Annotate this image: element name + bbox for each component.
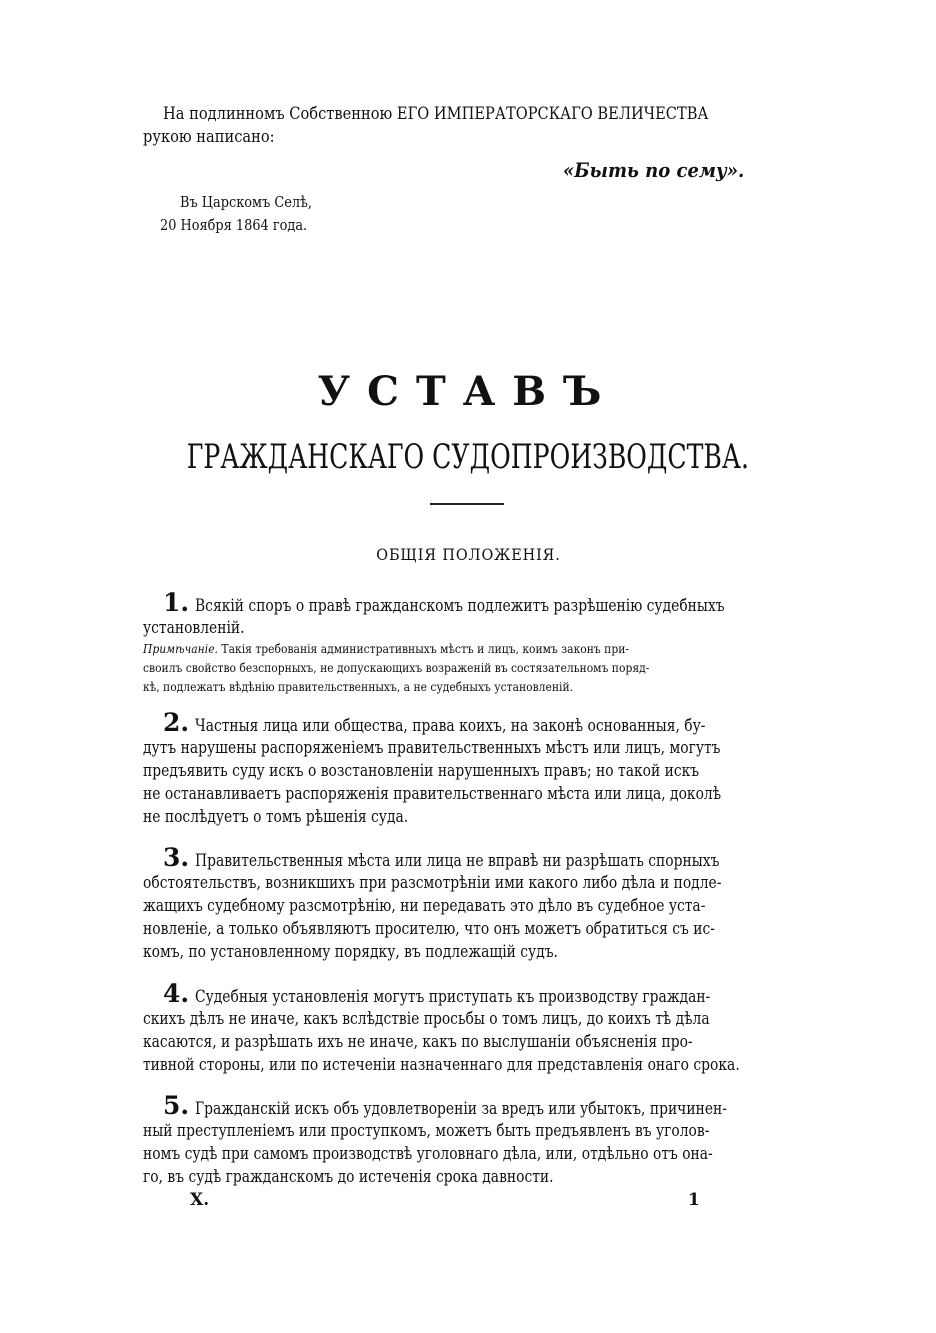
date-line xyxy=(160,213,331,237)
article-text: не послѣдуетъ о томъ рѣшенія суда. xyxy=(143,807,409,826)
article-line xyxy=(143,736,791,759)
document-title: УСТАВЪ xyxy=(317,368,619,415)
article-line xyxy=(143,1091,791,1120)
section-heading-text: ОБЩІЯ ПОЛОЖЕНІЯ. xyxy=(375,545,561,564)
article-text: номъ судѣ при самомъ производствѣ уголовнаго дѣла, или, отдѣльно отъ она- xyxy=(143,1144,713,1163)
imperial-approval-line1 xyxy=(163,103,797,125)
article-line xyxy=(143,1053,791,1076)
article-number: 4. xyxy=(163,979,190,1008)
article-number: 3. xyxy=(163,843,190,872)
article-text: Гражданскій искъ объ удовлетвореніи за вредъ или убытокъ, причинен- xyxy=(195,1099,728,1118)
article-line xyxy=(143,708,791,737)
title-divider xyxy=(430,503,504,505)
signature-mark: X. xyxy=(190,1190,210,1210)
article-text: дутъ нарушены распоряженіемъ правительственныхъ мѣстъ или лицъ, могутъ xyxy=(143,738,721,757)
article-line xyxy=(143,1119,791,1142)
article-line xyxy=(143,1165,791,1188)
article-text: скихъ дѣлъ не иначе, какъ вслѣдствіе просьбы о томъ лицъ, до коихъ тѣ дѣла xyxy=(143,1009,710,1028)
place-line-text: Въ Царскомъ Селѣ, xyxy=(180,193,312,211)
article-text: Всякій споръ о правѣ гражданскомъ подлежитъ разрѣшенію судебныхъ xyxy=(195,596,725,615)
article-text: не останавливаетъ распоряженія правительственнаго мѣста или лица, доколѣ xyxy=(143,784,722,803)
article-text: новленіе, а только объявляютъ просителю, что онъ можетъ обратиться съ ис- xyxy=(143,919,715,938)
article-text: обстоятельствъ, возникшихъ при разсмотрѣніи ими какого либо дѣла и подле- xyxy=(143,873,722,892)
article-text: тивной стороны, или по истеченіи назначеннаго для представленія онаго срока. xyxy=(143,1055,740,1074)
article-3 xyxy=(143,843,791,963)
article-line xyxy=(143,1142,791,1165)
article-line xyxy=(143,759,791,782)
note-text: кѣ, подлежатъ вѣдѣнію правительственныхъ, а не судебныхъ установленій. xyxy=(143,679,574,694)
article-line xyxy=(143,616,791,639)
article-text: жащихъ судебному разсмотрѣнію, ни передавать это дѣло въ судебное уста- xyxy=(143,896,706,915)
imperial-approval-line2-text: рукою написано: xyxy=(143,127,275,147)
note-text: своилъ свойство безспорныхъ, не допускающихъ возраженій въ состязательномъ поряд- xyxy=(143,660,650,675)
article-line xyxy=(143,940,791,963)
article-1 xyxy=(143,588,791,639)
article-5 xyxy=(143,1091,791,1188)
article-line xyxy=(143,805,791,828)
article-number: 1. xyxy=(163,588,190,617)
fiat-inscription-text: «Быть по сему». xyxy=(563,158,745,182)
article-line xyxy=(143,843,791,872)
article-text: ный преступленіемъ или проступкомъ, можетъ быть предъявленъ въ уголов- xyxy=(143,1121,710,1140)
fiat-inscription xyxy=(563,158,764,182)
imperial-approval-line1-text: На подлинномъ Собственною ЕГО ИМПЕРАТОРСКАГО ВЕЛИЧЕСТВА xyxy=(163,104,709,124)
article-4 xyxy=(143,979,791,1076)
article-text: касаются, и разрѣшать ихъ не иначе, какъ по выслушаніи объясненія про- xyxy=(143,1032,693,1051)
article-number: 5. xyxy=(163,1091,190,1120)
article-line xyxy=(143,979,791,1008)
note-line xyxy=(143,639,791,658)
article-text: Судебныя установленія могутъ приступать къ производству граждан- xyxy=(195,987,711,1006)
article-line xyxy=(143,1030,791,1053)
article-line xyxy=(143,782,791,805)
article-line xyxy=(143,894,791,917)
place-line xyxy=(180,190,333,214)
article-text: предъявить суду искъ о возстановленіи нарушенныхъ правъ; но такой искъ xyxy=(143,761,700,780)
document-subtitle-text: ГРАЖДАНСКАГО СУДОПРОИЗВОДСТВА. xyxy=(186,437,750,477)
article-text: Правительственныя мѣста или лица не вправѣ ни разрѣшать спорныхъ xyxy=(195,851,720,870)
note-text: Такія требованія административныхъ мѣстъ и лицъ, коимъ законъ при- xyxy=(221,641,630,656)
section-heading xyxy=(0,545,936,564)
note-line xyxy=(143,658,791,677)
article-line xyxy=(143,1007,791,1030)
date-line-text: 20 Ноября 1864 года. xyxy=(160,216,308,234)
page-number: 1 xyxy=(688,1190,700,1210)
article-line xyxy=(143,871,791,894)
document-subtitle xyxy=(0,437,936,477)
article-2 xyxy=(143,708,791,828)
article-text: го, въ судѣ гражданскомъ до истеченія срока давности. xyxy=(143,1167,554,1186)
article-line xyxy=(143,917,791,940)
article-text: установленій. xyxy=(143,618,245,637)
note-line xyxy=(143,677,791,696)
article-text: Частныя лица или общества, права коихъ, на законѣ основанныя, бу- xyxy=(195,716,706,735)
imperial-approval-line2 xyxy=(143,126,296,148)
article-text: комъ, по установленному порядку, въ подлежащій судъ. xyxy=(143,942,558,961)
article-number: 2. xyxy=(163,708,190,737)
note-label: Примѣчаніе. xyxy=(143,641,218,656)
article-1-note xyxy=(143,639,791,696)
article-line xyxy=(143,588,791,617)
